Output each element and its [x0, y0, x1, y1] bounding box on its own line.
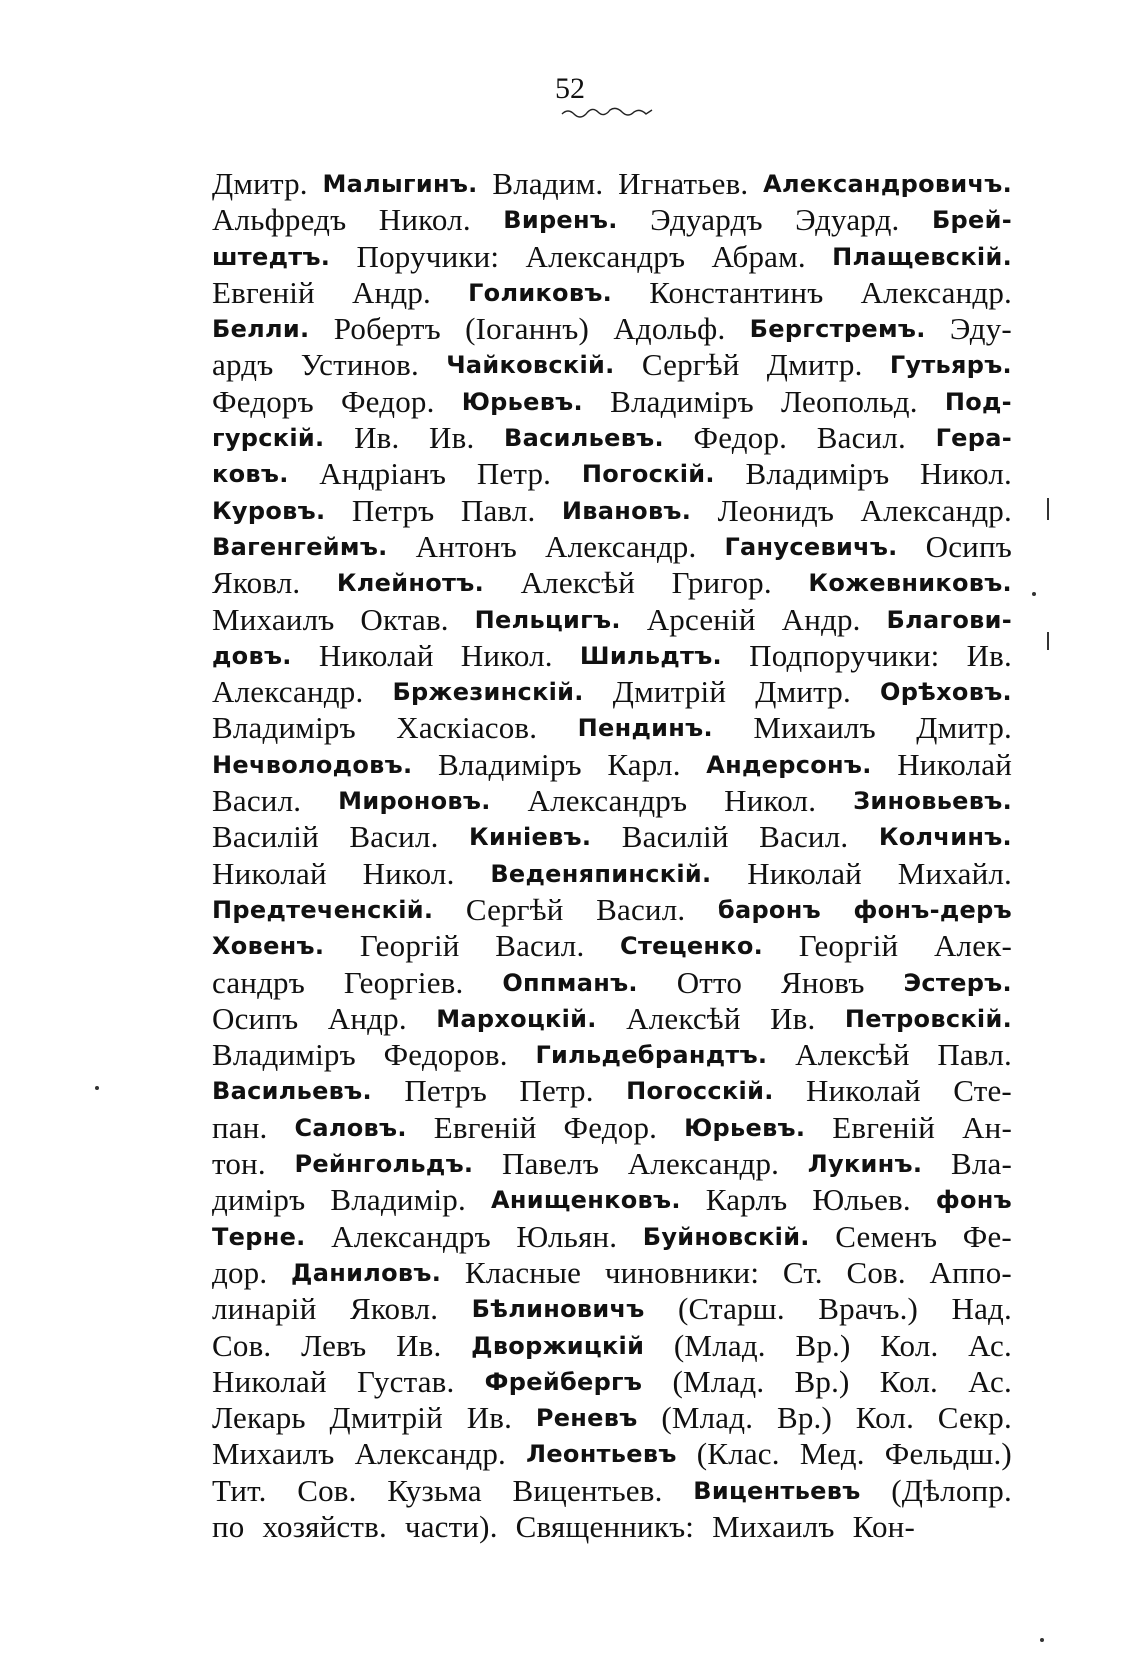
text-line [212, 710, 1012, 746]
text-line [212, 1400, 1012, 1436]
word: Густав. [356, 1363, 455, 1399]
word: Ас. [968, 1363, 1012, 1399]
word: Георгій [798, 928, 899, 964]
surname: Брей- [931, 206, 1012, 235]
surname: фонъ-деръ [853, 895, 1012, 924]
word: Тит. [212, 1472, 267, 1508]
surname: Белли. [212, 315, 310, 344]
word: Юльев. [812, 1182, 911, 1218]
word: Васил. [349, 819, 439, 855]
word: тон. [212, 1146, 266, 1182]
word: Октав. [360, 601, 449, 637]
text-line [212, 1291, 1012, 1327]
surname: Андерсонъ. [706, 750, 872, 779]
word: Александр. [627, 1146, 780, 1182]
word: Левъ [301, 1327, 367, 1363]
surname: Под- [944, 387, 1012, 416]
word: Сергѣй [465, 891, 564, 927]
word: Осипъ [212, 1000, 299, 1036]
surname: Бржезинскій. [392, 678, 584, 707]
word: хозяйств. [262, 1508, 387, 1544]
word: Устинов. [300, 347, 419, 383]
text-line [212, 856, 1012, 892]
word: Арсеній [646, 601, 756, 637]
surname: Буйновскій. [642, 1222, 810, 1251]
surname: Петровскій. [844, 1004, 1012, 1033]
word: Поручики: [356, 238, 500, 274]
word: Вр.) [794, 1363, 850, 1399]
word: (Дѣлопр. [891, 1472, 1012, 1508]
word: Лекарь [212, 1400, 306, 1436]
surname: Дворжицкій [471, 1331, 645, 1360]
word: сандръ [212, 964, 305, 1000]
word: Петръ [351, 492, 435, 528]
word: Сергѣй [641, 347, 740, 383]
word: Федор. [563, 1109, 658, 1145]
surname: Пендинъ. [577, 714, 713, 743]
surname: Фрейбергъ [484, 1367, 643, 1396]
word: Никол. [378, 202, 471, 238]
word: Федоръ [212, 383, 314, 419]
surname: Ивановъ. [561, 496, 692, 525]
surname: Гера- [935, 424, 1012, 453]
word: Кон- [852, 1508, 915, 1544]
word: Священникъ: [515, 1508, 695, 1544]
surname: Благови- [886, 605, 1012, 634]
word: Аппо- [929, 1254, 1012, 1290]
surname: гурскій. [212, 424, 325, 453]
text-line [212, 529, 1012, 565]
word: Андр. [781, 601, 861, 637]
word: Дмитр. [766, 347, 863, 383]
surname: Бѣлиновичъ [471, 1295, 645, 1324]
text-line [212, 420, 1012, 456]
surname: Анищенковъ. [490, 1186, 681, 1215]
word: Георгій [359, 928, 460, 964]
word: Хаскіасов. [396, 710, 538, 746]
word: линарій [212, 1291, 317, 1327]
word: Адольф. [613, 311, 726, 347]
word: Эдуардъ [650, 202, 763, 238]
surname: Вицентьевъ [693, 1476, 861, 1505]
word: Сов. [212, 1327, 272, 1363]
word: Константинъ [649, 274, 824, 310]
word: Андр. [327, 1000, 407, 1036]
word: Вр.) [776, 1400, 833, 1436]
word: Владимір. [330, 1182, 466, 1218]
word: Карл. [607, 746, 681, 782]
surname: Леонтьевъ [526, 1440, 677, 1469]
word: Отто [676, 964, 743, 1000]
word: Класные [464, 1254, 582, 1290]
margin-dot [95, 1086, 99, 1090]
word: Владим. [492, 166, 604, 201]
surname: Саловъ. [294, 1113, 407, 1142]
word: Альфредъ [212, 202, 347, 238]
text-line [212, 1110, 1012, 1146]
text-line [212, 928, 1012, 964]
word: Георгіев. [343, 964, 464, 1000]
word: Дмитрій [329, 1400, 443, 1436]
word: Эду- [949, 311, 1012, 347]
text-line [212, 602, 1012, 638]
word: Николай [212, 855, 327, 891]
surname: Предтеченскій. [212, 895, 434, 924]
surname: Клейнотъ. [336, 569, 485, 598]
surname: Мархоцкій. [436, 1004, 597, 1033]
word: Васил. [212, 783, 302, 819]
text-line [212, 239, 1012, 275]
word: Фельдш.) [884, 1436, 1012, 1472]
word: Михайл. [897, 855, 1012, 891]
surname: Терне. [212, 1222, 306, 1251]
word: Павелъ [501, 1146, 600, 1182]
surname: Зиновьевъ. [853, 787, 1012, 816]
word: Александръ [527, 783, 688, 819]
word: Сте- [953, 1073, 1012, 1109]
word: Яновъ [780, 964, 865, 1000]
word: Алексѣй [626, 1000, 741, 1036]
surname: Ховенъ. [212, 932, 325, 961]
text-line [212, 783, 1012, 819]
text-line [212, 747, 1012, 783]
word: Леопольд. [781, 383, 918, 419]
surname: Киніевъ. [469, 823, 592, 852]
word: Владиміръ [745, 456, 890, 492]
surname: фонъ [935, 1186, 1012, 1215]
word: Павл. [937, 1037, 1012, 1073]
word: Алексѣй [795, 1037, 910, 1073]
word: Секр. [937, 1400, 1012, 1436]
text-line [212, 892, 1012, 928]
word: Александръ [525, 238, 686, 274]
word: Леонидъ [717, 492, 835, 528]
surname: Вагенгеймъ. [212, 532, 388, 561]
word: Владиміръ [437, 746, 582, 782]
text-line [212, 965, 1012, 1001]
text-line [212, 275, 1012, 311]
word: Никол. [724, 783, 817, 819]
word: Александр. [545, 528, 697, 564]
word: Ив. [396, 1327, 442, 1363]
word: чиновники: [604, 1254, 760, 1290]
surname: Васильевъ. [212, 1077, 372, 1106]
surname: Оппманъ. [502, 968, 638, 997]
word: Мед. [799, 1436, 865, 1472]
text-line [212, 493, 1012, 529]
word: дор. [212, 1254, 268, 1290]
word: Кол. [879, 1363, 939, 1399]
word: Кол. [855, 1400, 915, 1436]
word: Васил. [495, 928, 585, 964]
word: (Млад. [672, 1363, 765, 1399]
surname: Эстеръ. [903, 968, 1012, 997]
word: Сов. [297, 1472, 357, 1508]
word: Ст. [782, 1254, 823, 1290]
surname: Лукинъ. [807, 1150, 923, 1179]
word: Ив. [429, 420, 475, 456]
surname: Виренъ. [503, 206, 618, 235]
surname: Юрьевъ. [684, 1113, 806, 1142]
surname: баронъ [717, 895, 821, 924]
word: Ив. [354, 420, 400, 456]
surname: Колчинъ. [878, 823, 1012, 852]
word: Андр. [351, 274, 431, 310]
word: Федор. [340, 383, 435, 419]
word: Николай [212, 1363, 327, 1399]
word: Александр. [860, 492, 1012, 528]
word: Юльян. [516, 1218, 618, 1254]
word: части). [404, 1508, 498, 1544]
text-line [212, 1255, 1012, 1291]
word: Владиміръ [212, 710, 356, 746]
word: Осипъ [925, 528, 1012, 564]
surname: Александровичъ. [763, 170, 1012, 198]
text-line [212, 638, 1012, 674]
text-line [212, 202, 1012, 238]
word: Фе- [962, 1218, 1012, 1254]
surname: штедтъ. [212, 242, 331, 271]
word: Владиміръ [212, 1037, 356, 1073]
surname: Куровъ. [212, 496, 326, 525]
word: Никол. [460, 637, 553, 673]
margin-mark [1047, 498, 1049, 520]
word: Николай [806, 1073, 921, 1109]
surname: Васильевъ. [504, 424, 664, 453]
word: Карлъ [705, 1182, 788, 1218]
surname: Пельцигъ. [474, 605, 621, 634]
text-line [212, 1364, 1012, 1400]
margin-dot [1032, 592, 1036, 596]
surname: Нечволодовъ. [212, 750, 413, 779]
word: Федоров. [383, 1037, 508, 1073]
word: Петр. [476, 456, 552, 492]
surname: Реневъ [535, 1404, 638, 1433]
word: диміръ [212, 1182, 306, 1218]
word: Ан- [962, 1109, 1012, 1145]
word: Яковл. [349, 1291, 439, 1327]
word: Дмитр. [755, 674, 851, 710]
word: Васил. [596, 891, 686, 927]
word: Врачъ.) [818, 1291, 919, 1327]
word: Антонъ [415, 528, 518, 564]
word: Яковл. [212, 565, 301, 601]
word: Никол. [919, 456, 1012, 492]
surname: Даниловъ. [291, 1258, 442, 1287]
text-line [212, 1037, 1012, 1073]
margin-mark [1047, 632, 1049, 650]
text-line [212, 1509, 1012, 1545]
word: Вла- [950, 1146, 1012, 1182]
surname: Гутьяръ. [889, 351, 1012, 380]
text-line [212, 565, 1012, 601]
word: Кол. [880, 1327, 939, 1363]
text-line [212, 819, 1012, 855]
word: Игнатьев. [618, 166, 749, 201]
text-line [212, 674, 1012, 710]
word: Робертъ [333, 311, 441, 347]
surname: Юрьевъ. [461, 387, 583, 416]
surname: Стеценко. [620, 932, 764, 961]
word: (Іоганнъ) [465, 311, 590, 347]
word: по [212, 1508, 245, 1544]
text-line [212, 456, 1012, 492]
word: Ив. [770, 1000, 816, 1036]
text-line [212, 166, 1012, 202]
surname: довъ. [212, 641, 292, 670]
surname: Плащевскій. [832, 242, 1012, 271]
word: Кузьма [387, 1472, 482, 1508]
word: Александр. [354, 1436, 507, 1472]
word: Николай [747, 855, 862, 891]
word: Семенъ [835, 1218, 938, 1254]
text-line [212, 1328, 1012, 1364]
word: Григор. [671, 565, 772, 601]
word: Александръ [331, 1218, 491, 1254]
word: Евгеній [433, 1109, 537, 1145]
word: Петр. [519, 1073, 594, 1109]
word: Евгеній [212, 274, 315, 310]
text-line [212, 1182, 1012, 1218]
text-line [212, 1473, 1012, 1509]
surname: Ганусевичъ. [724, 532, 898, 561]
text-line [212, 311, 1012, 347]
surname: Кожевниковъ. [808, 569, 1012, 598]
word: Николай [897, 746, 1012, 782]
margin-mark [1040, 1638, 1044, 1642]
word: Петръ [404, 1073, 487, 1109]
surname: ковъ. [212, 460, 289, 489]
word: Дмитр. [916, 710, 1012, 746]
surname: Погосскій. [626, 1077, 774, 1106]
word: Ив. [466, 1400, 513, 1436]
word: Владиміръ [610, 383, 754, 419]
surname: Шильдтъ. [579, 641, 722, 670]
text-line [212, 1436, 1012, 1472]
surname: Бергстремъ. [749, 315, 926, 344]
body-text [212, 166, 1012, 1545]
word: Вр.) [795, 1327, 851, 1363]
word: Евгеній [832, 1109, 936, 1145]
word: Федор. [693, 420, 788, 456]
surname: Веденяпинскій. [490, 859, 712, 888]
word: Андріанъ [319, 456, 447, 492]
surname: Погоскій. [581, 460, 715, 489]
word: Алек- [933, 928, 1012, 964]
word: пан. [212, 1109, 268, 1145]
word: Дмитр. [212, 166, 308, 201]
text-line [212, 347, 1012, 383]
word: Ас. [968, 1327, 1012, 1363]
surname: Орѣховъ. [880, 678, 1012, 707]
word: Эдуард. [795, 202, 900, 238]
word: Михаилъ [212, 601, 335, 637]
word: Василій [621, 819, 729, 855]
surname: Голиковъ. [468, 278, 613, 307]
word: Александр. [860, 274, 1012, 310]
word: Васил. [759, 819, 849, 855]
word: Никол. [362, 855, 455, 891]
word: Сов. [846, 1254, 906, 1290]
ornament-divider [560, 104, 660, 122]
word: Васил. [816, 420, 906, 456]
text-line [212, 1146, 1012, 1182]
word: (Млад. [661, 1400, 754, 1436]
word: Абрам. [711, 238, 806, 274]
word: Павл. [460, 492, 536, 528]
word: Алексѣй [520, 565, 636, 601]
word: Михаилъ [753, 710, 876, 746]
word: Дмитрій [612, 674, 727, 710]
word: (Старш. [678, 1291, 785, 1327]
word: Василій [212, 819, 319, 855]
word: Подпоручики: [749, 637, 940, 673]
word: Александр. [212, 674, 364, 710]
word: Ив. [966, 637, 1012, 673]
word: Над. [951, 1291, 1012, 1327]
surname: Чайковскій. [446, 351, 615, 380]
surname: Рейнгольдъ. [294, 1150, 474, 1179]
word: ардъ [212, 347, 274, 383]
surname: Мироновъ. [338, 787, 491, 816]
word: Вицентьев. [512, 1472, 663, 1508]
word: Николай [318, 637, 434, 673]
word: Михаилъ [212, 1436, 335, 1472]
text-line [212, 1073, 1012, 1109]
surname: Гильдебрандтъ. [535, 1041, 768, 1070]
word: (Клас. [696, 1436, 780, 1472]
text-line [212, 1001, 1012, 1037]
word: Михаилъ [712, 1508, 835, 1544]
text-line [212, 384, 1012, 420]
text-line [212, 1219, 1012, 1255]
page-number: 52 [555, 72, 585, 105]
word: (Млад. [673, 1327, 766, 1363]
surname: Малыгинъ. [322, 170, 478, 198]
